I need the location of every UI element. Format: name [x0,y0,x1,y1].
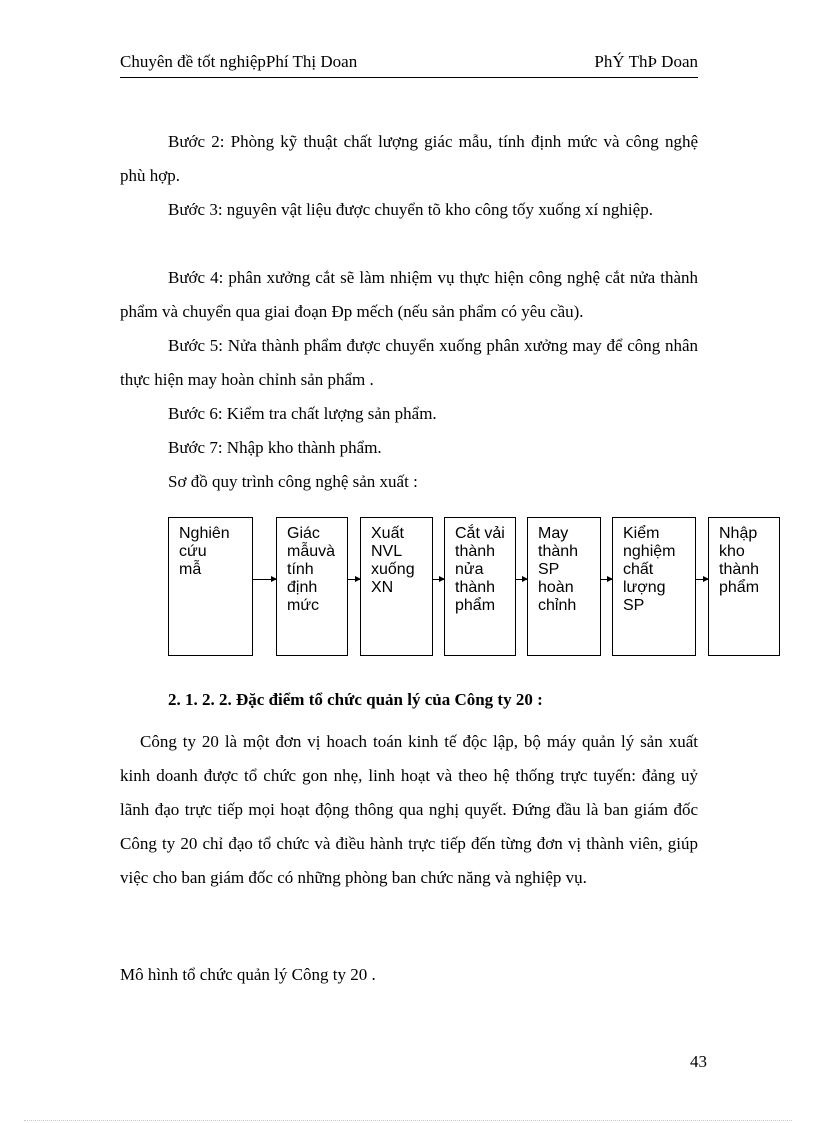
step-3-paragraph: Bước 3: nguyên vật liệu được chuyển tõ kho công tốy xuống xí nghiệp. [168,200,653,219]
flow-step-cutting: Cắt vải thành nửa thành phẩm [444,517,516,656]
flow-step-inspection: Kiểm nghiệm chất lượng SP [612,517,696,656]
header-rule [120,77,698,78]
page-number: 43 [690,1052,707,1071]
flow-arrow-2 [348,579,360,580]
org-model-title: Mô hình tổ chức quản lý Công ty 20 . [120,965,376,984]
flow-arrow-5 [601,579,612,580]
step-5-paragraph: Bước 5: Nửa thành phẩm được chuyển xuống phân xưởng may để công nhân thực hiện may hoàn chỉnh sản phẩm . [120,336,698,389]
step-2-paragraph: Bước 2: Phòng kỹ thuật chất lượng giác mẫu, tính định mức và công nghệ phù hợp. [120,132,698,185]
page-header [120,52,698,76]
flow-arrow-4 [516,579,527,580]
flow-step-issue-materials: Xuất NVL xuống XN [360,517,433,656]
flow-step-pattern: Giác mẫuvà tính định mức [276,517,348,656]
flow-arrow-3 [433,579,444,580]
flowchart-caption: Sơ đồ quy trình công nghệ sản xuất : [168,472,418,491]
section-heading: 2. 1. 2. 2. Đặc điểm tổ chức quản lý của Công ty 20 : [168,690,543,709]
flow-arrow-1 [253,579,276,580]
footer-rule [24,1120,792,1121]
section-body-paragraph: Công ty 20 là một đơn vị hoach toán kinh tế độc lập, bộ máy quản lý sản xuất kinh doanh được tổ chức gon nhẹ, linh hoạt và theo hệ thống trực tuyến: đảng uỷ lãnh đạo trực tiếp mọi hoạt động thông qua nghị quyết. Đứng đầu là ban giám đốc Công ty 20 chỉ đạo tổ chức và điều hành trực tiếp đến từng đơn vị thành viên, giúp việc cho ban giám đốc có những phòng ban chức năng và nghiệp vụ. [120,732,698,887]
header-document-title: Chuyên đề tốt nghiệpPhí Thị Doan [120,52,358,71]
header-author: PhÝ ThÞ Doan [594,52,698,71]
step-4-paragraph: Bước 4: phân xưởng cắt sẽ làm nhiệm vụ thực hiện công nghệ cắt nửa thành phẩm và chuyển qua giai đoạn Đp mếch (nếu sản phẩm có yêu cầu). [120,268,698,321]
flow-step-warehouse: Nhập kho thành phẩm [708,517,780,656]
flow-arrow-6 [696,579,708,580]
step-6-line: Bước 6: Kiểm tra chất lượng sản phẩm. [168,404,437,423]
flow-step-research: Nghiên cứu mẫ [168,517,253,656]
flow-step-sewing: May thành SP hoàn chỉnh [527,517,601,656]
step-7-line: Bước 7: Nhập kho thành phẩm. [168,438,382,457]
